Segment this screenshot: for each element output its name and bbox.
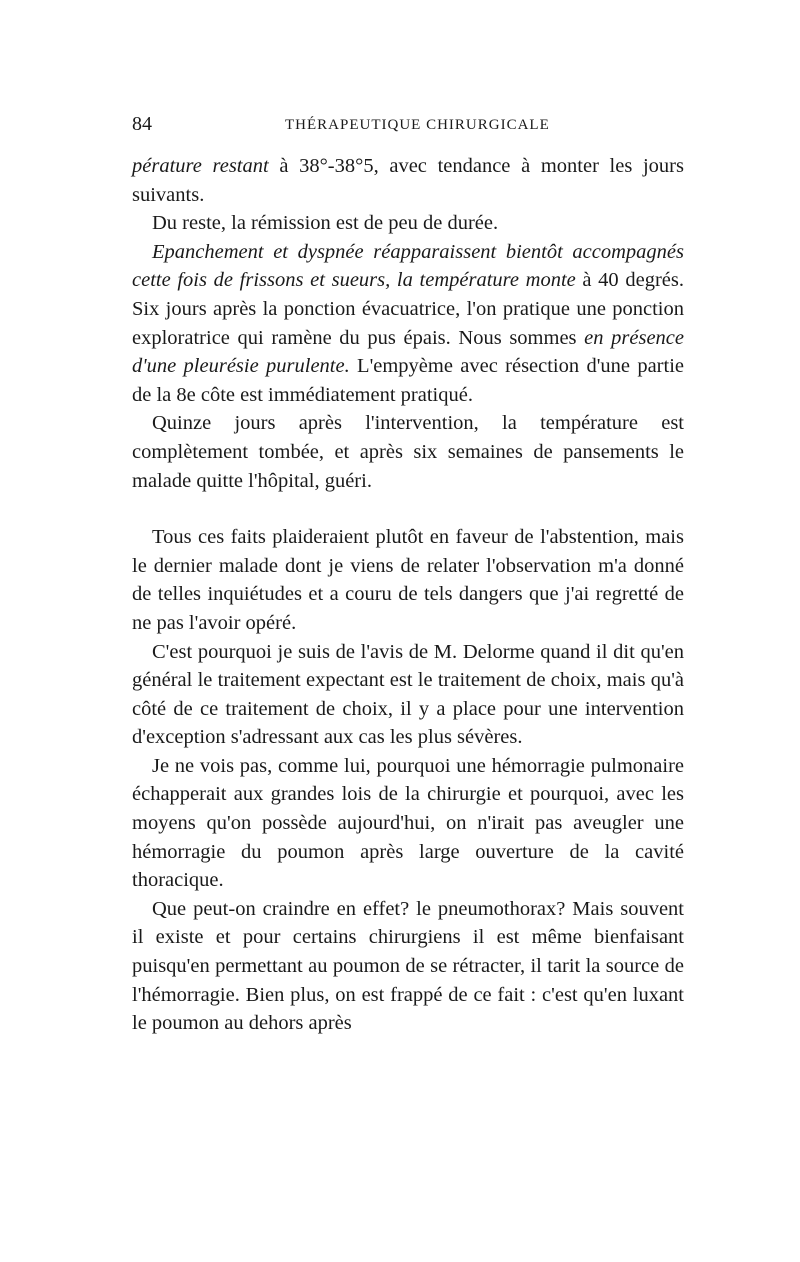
running-title: THÉRAPEUTIQUE CHIRURGICALE bbox=[285, 117, 550, 133]
page-number: 84 bbox=[132, 113, 152, 135]
paragraph bbox=[132, 209, 684, 238]
paragraph bbox=[132, 238, 684, 410]
paragraph bbox=[132, 752, 684, 895]
text-run: à 40 degrés. Six jours après la ponction évacuatrice, l'on pratique une ponction exploratrice qui ramène du pus épais. Nous sommes bbox=[132, 269, 684, 349]
text-run: Je ne vois pas, comme lui, pourquoi une hémorragie pulmonaire échapperait aux grandes lois de la chirurgie et pourquoi, avec les moyens qu'on possède aujourd'hui, on n'irait pas aveugler une hémorragie du poumon après large ouverture de la cavité thoracique. bbox=[132, 754, 684, 892]
paragraph bbox=[132, 895, 684, 1038]
text-run: à 38°-38°5, avec tendance à monter les jours suivants. bbox=[132, 155, 684, 206]
text-run: Du reste, la rémission est de peu de durée. bbox=[152, 212, 499, 235]
text-run: Que peut-on craindre en effet? le pneumothorax? Mais souvent il existe et pour certains chirurgiens il est même bienfaisant puisqu'en permettant au poumon de se rétracter, il tarit la source de l'hémorragie. Bien plus, on est frappé de ce fait : c'est qu'en luxant le poumon au dehors après bbox=[132, 897, 684, 1035]
text-run: C'est pourquoi je suis de l'avis de M. Delorme quand il dit qu'en général le traitement expectant est le traitement de choix, mais qu'à côté de ce traitement de choix, il y a place pour une intervention d'exception s'adressant aux cas les plus sévères. bbox=[132, 640, 684, 749]
paragraph bbox=[132, 409, 684, 495]
italic-text-run: en présence d'une pleurésie purulente. bbox=[132, 326, 685, 378]
paragraph bbox=[132, 638, 684, 752]
italic-text-run: pérature restant bbox=[132, 155, 269, 177]
page-body bbox=[132, 152, 684, 1038]
paragraph bbox=[132, 523, 684, 637]
text-run: Quinze jours après l'intervention, la température est complètement tombée, et après six semaines de pansements le malade quitte l'hôpital, guéri. bbox=[132, 412, 684, 492]
text-run: L'empyème avec résection d'une partie de la 8e côte est immédiatement pratiqué. bbox=[132, 355, 684, 406]
italic-text-run: Epanchement et dyspnée réapparaissent bientôt accompagnés cette fois de frissons et sueurs, la température monte bbox=[132, 240, 684, 292]
paragraph bbox=[132, 152, 684, 209]
page-header bbox=[132, 113, 682, 137]
text-run: Tous ces faits plaideraient plutôt en faveur de l'abstention, mais le dernier malade dont je viens de relater l'observation m'a donné de telles inquiétudes et a couru de tels dangers que j'ai regretté de ne pas l'avoir opéré. bbox=[132, 526, 684, 634]
